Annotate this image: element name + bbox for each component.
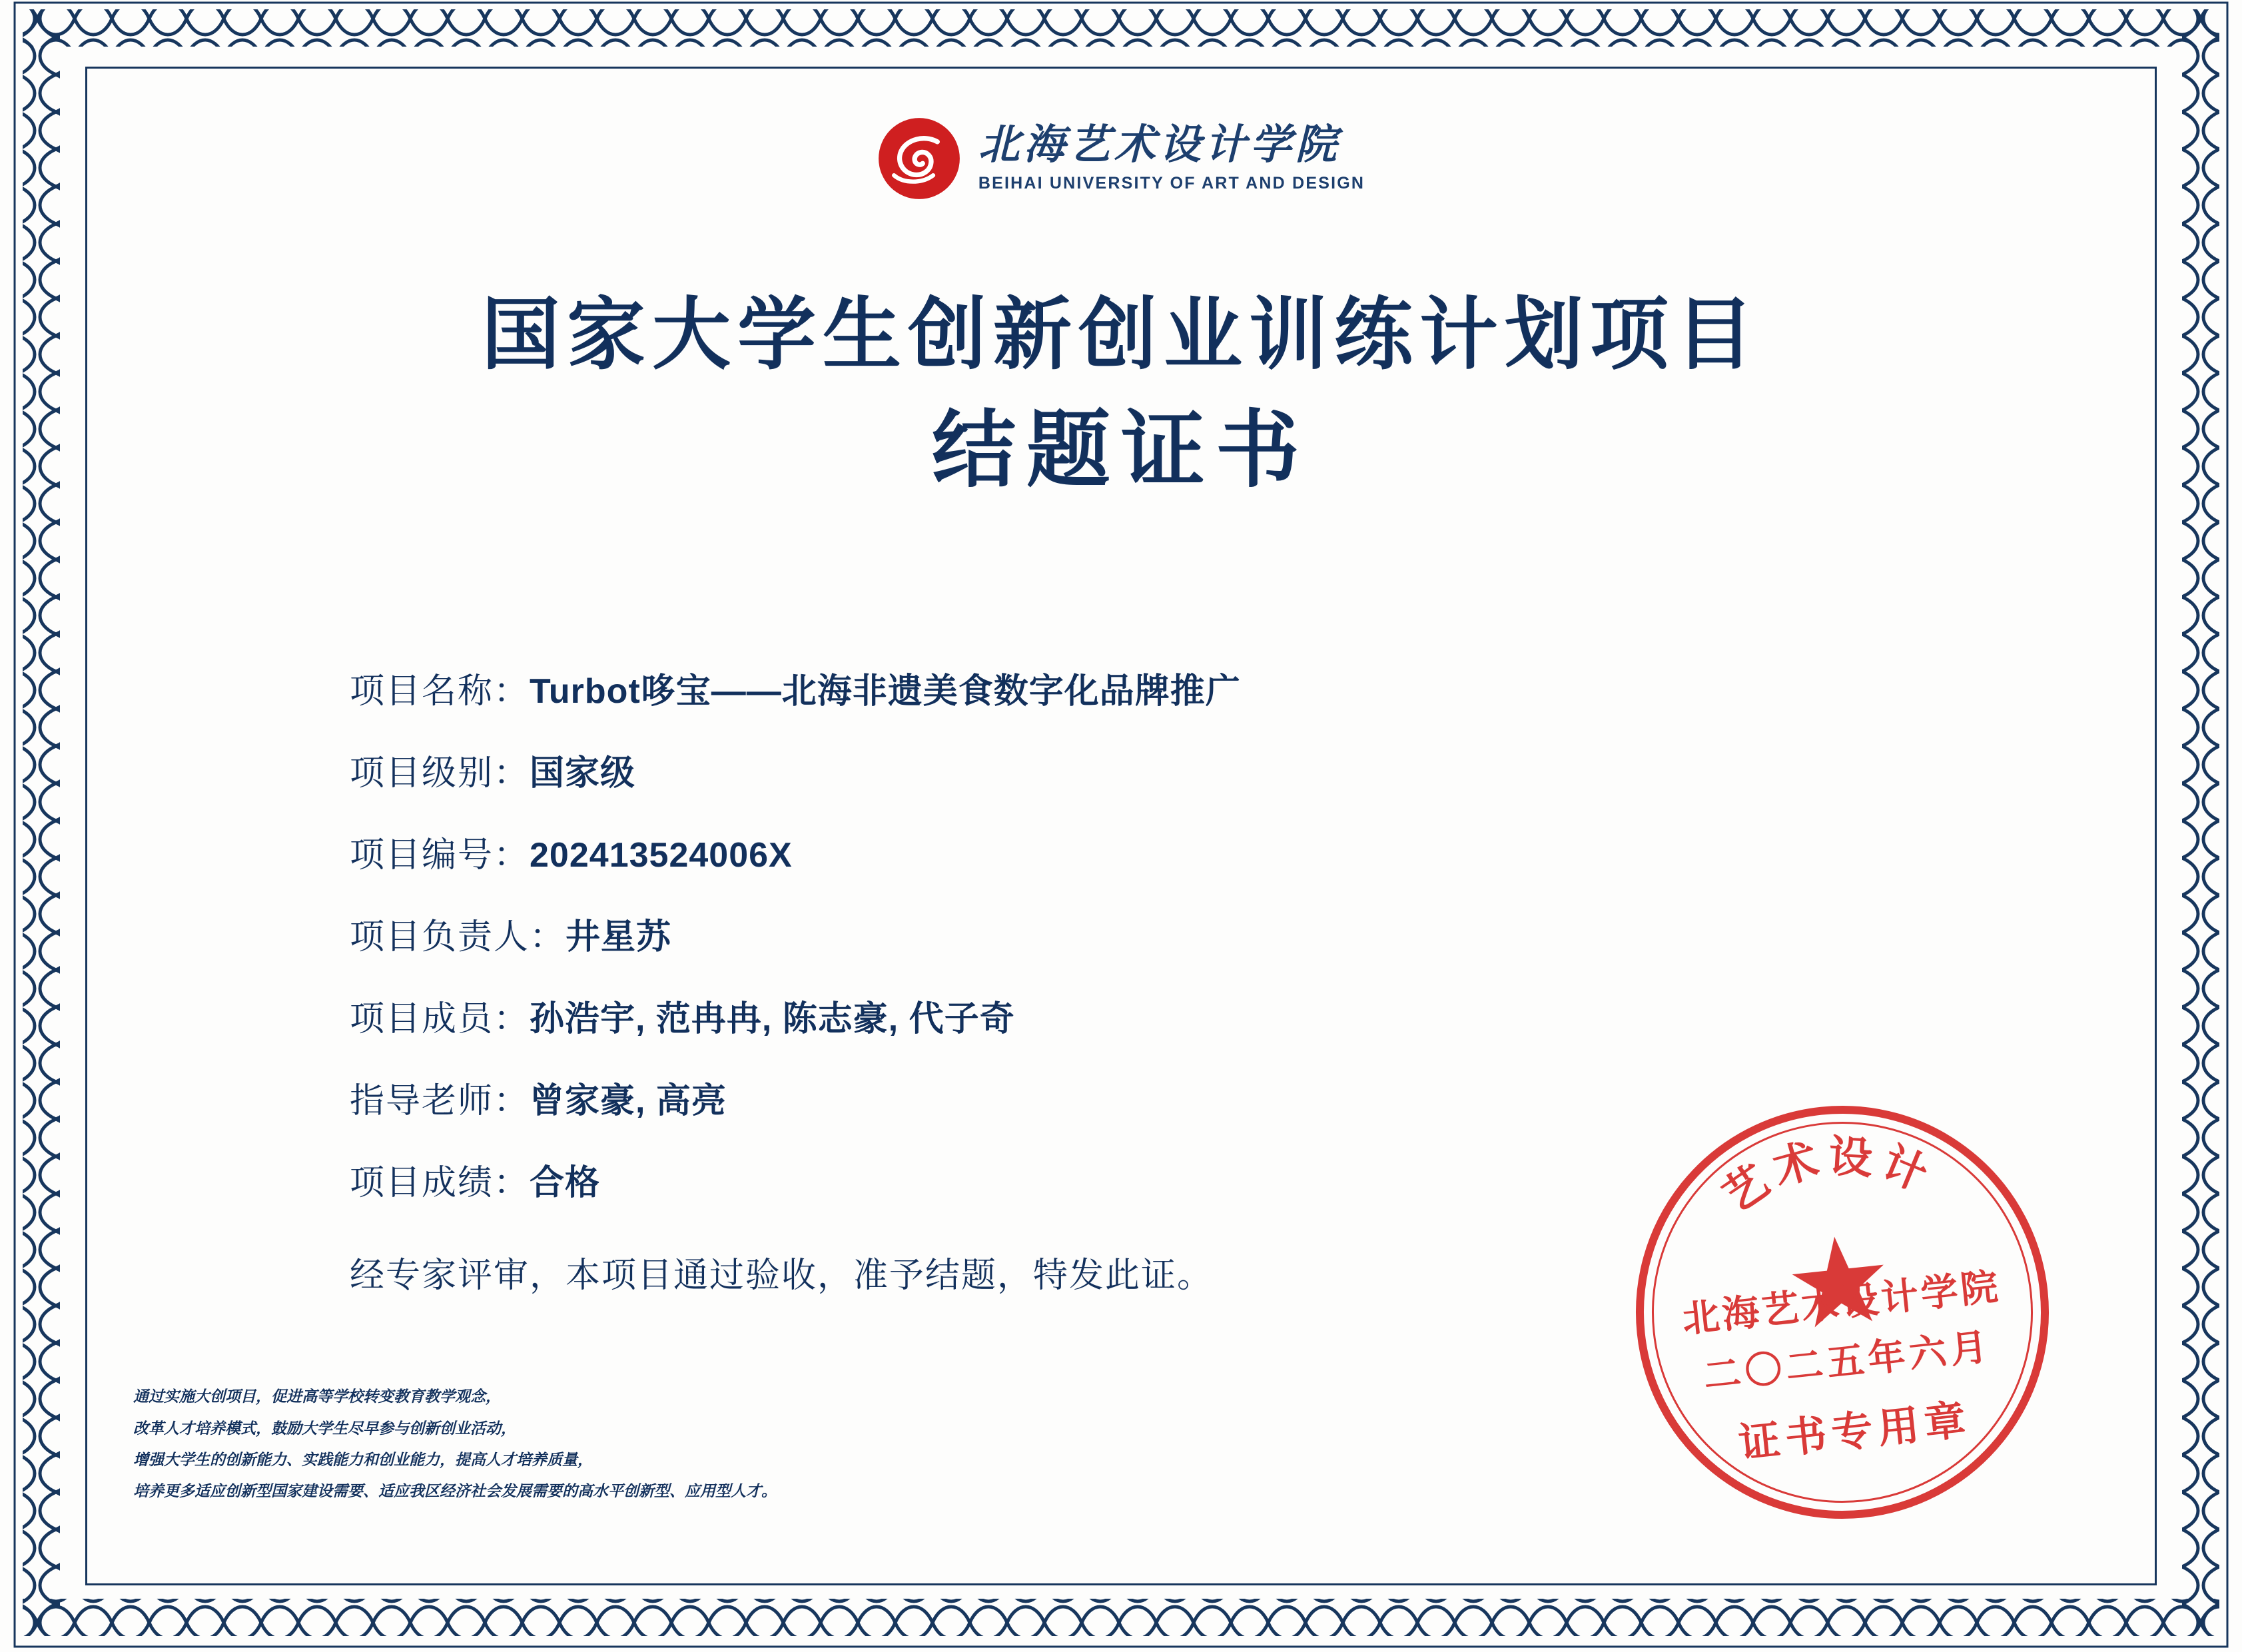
certificate-title-line1: 国家大学生创新创业训练计划项目 [481, 292, 1760, 379]
field-label-advisors: 指导老师： [350, 1082, 530, 1120]
field-advisors [350, 1072, 1882, 1122]
footnote-line-4: 培养更多适应创新型国家建设需要、适应我区经济社会发展需要的高水平创新型、应用型人才。 [133, 1482, 777, 1499]
footnote-line-3: 增强大学生的创新能力、实践能力和创业能力，提高人才培养质量， [133, 1451, 593, 1468]
logo-university-name-en: BEIHAI UNIVERSITY OF ART AND DESIGN [978, 174, 1365, 193]
certificate-statement: 经专家评审，本项目通过验收，准予结题，特发此证。 [350, 1256, 1214, 1295]
seal-purpose: 证书专用章 [1736, 1397, 1974, 1467]
field-value-project-name: Turbot哆宝——北海非遗美食数字化品牌推广 [530, 672, 1241, 711]
field-label-project-members: 项目成员： [350, 1000, 530, 1038]
field-project-number [350, 827, 1882, 877]
field-value-project-members: 孙浩宇, 范冉冉, 陈志豪, 代子奇 [530, 1000, 1015, 1038]
svg-text:艺术设计 [1710, 1121, 1944, 1224]
footnote-block [133, 1381, 1132, 1507]
seal-arc-label: 艺术设计 [1714, 1132, 1940, 1222]
seal-date: 二〇二五年六月 [1701, 1326, 1994, 1398]
official-seal [1615, 1085, 2069, 1539]
field-project-leader [350, 909, 1882, 959]
field-value-project-leader: 井星苏 [565, 918, 672, 957]
university-logo [0, 117, 2242, 201]
footnote-line-2: 改革人才培养模式，鼓励大学生尽早参与创新创业活动， [133, 1420, 516, 1437]
field-label-project-level: 项目级别： [350, 754, 530, 793]
field-label-project-number: 项目编号： [350, 836, 530, 875]
seal-organization: 北海艺术设计学院 [1680, 1266, 2003, 1341]
field-value-project-level: 国家级 [530, 754, 636, 793]
swirl-wave-logo-icon [877, 117, 961, 201]
certificate-title-block [0, 286, 2242, 506]
field-label-project-grade: 项目成绩： [350, 1164, 530, 1202]
field-project-level [350, 745, 1882, 795]
field-project-name [350, 663, 1882, 713]
field-label-project-leader: 项目负责人： [350, 918, 566, 957]
field-value-project-grade: 合格 [530, 1164, 601, 1202]
field-value-project-number: 202413524006X [530, 836, 793, 875]
footnote-line-1: 通过实施大创项目，促进高等学校转变教育教学观念， [133, 1388, 501, 1406]
field-project-members [350, 991, 1882, 1040]
field-label-project-name: 项目名称： [350, 672, 530, 711]
certificate-title-line2: 结题证书 [932, 404, 1310, 498]
field-value-advisors: 曾家豪, 高亮 [530, 1082, 727, 1120]
logo-university-name-cn: 北海艺术设计学院 [978, 122, 1341, 168]
